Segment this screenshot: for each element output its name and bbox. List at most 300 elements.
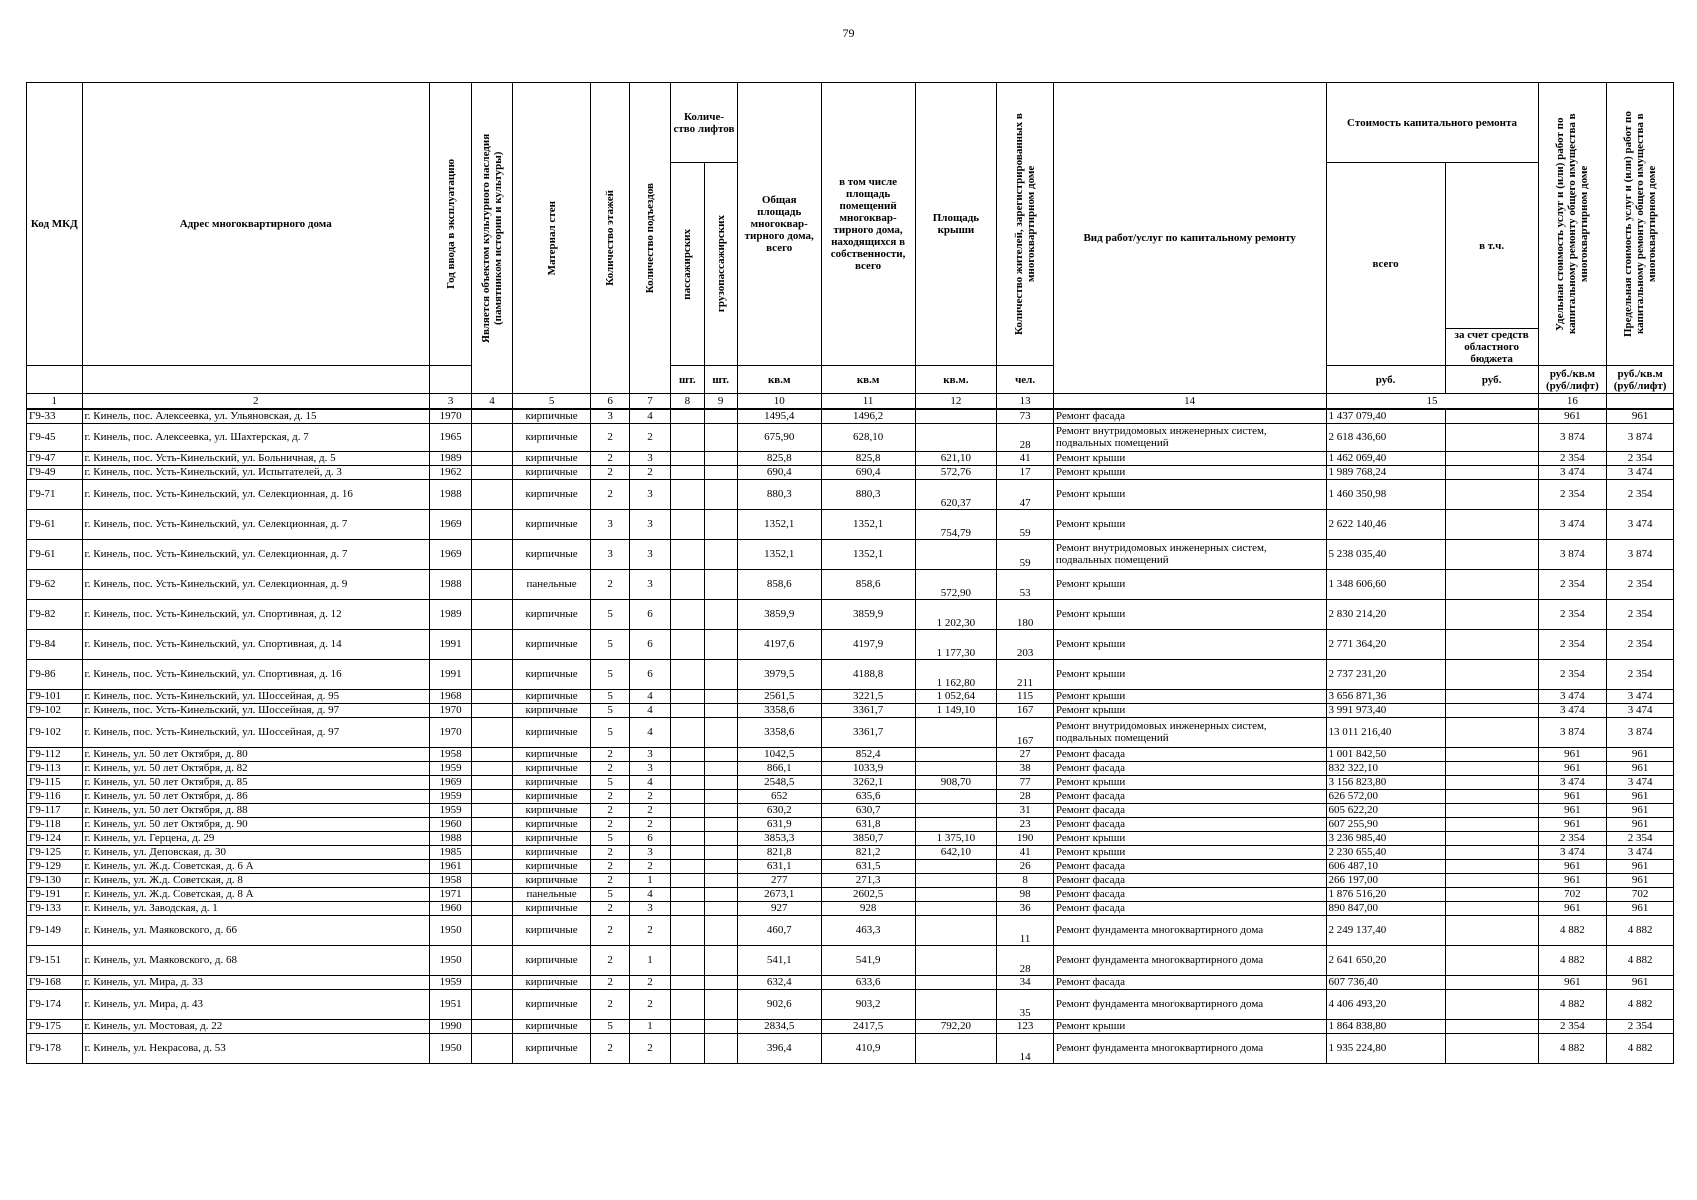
table-row xyxy=(27,659,1674,689)
cell-address: г. Кинель, пос. Алексеевка, ул. Шахтерская, д. 7 xyxy=(82,423,429,451)
table-row xyxy=(27,703,1674,717)
header-unit-cost: Удельная стоимость услуг и (или) работ по капитальному ремонту общего имущества в многоквартирном доме xyxy=(1538,83,1607,366)
cell-regional xyxy=(1445,817,1538,831)
cell-lift_f xyxy=(704,747,737,761)
table-row xyxy=(27,423,1674,451)
cell-regional xyxy=(1445,945,1538,975)
cell-unit: 961 xyxy=(1538,975,1607,989)
cell-work: Ремонт внутридомовых инженерных систем, подвальных помещений xyxy=(1053,717,1326,747)
cell-code: Г9-191 xyxy=(27,887,83,901)
cell-lift_p xyxy=(671,831,704,845)
cell-cost: 266 197,00 xyxy=(1326,873,1445,887)
cell-lift_p xyxy=(671,659,704,689)
cell-wall: кирпичные xyxy=(512,775,591,789)
cell-unit: 961 xyxy=(1538,873,1607,887)
cell-regional xyxy=(1445,775,1538,789)
cell-wall: кирпичные xyxy=(512,817,591,831)
cell-residents: 14 xyxy=(997,1033,1054,1063)
cell-max: 2 354 xyxy=(1607,659,1674,689)
cell-floors: 5 xyxy=(591,887,629,901)
cell-address: г. Кинель, ул. Мира, д. 33 xyxy=(82,975,429,989)
cell-cost: 1 437 079,40 xyxy=(1326,409,1445,423)
cell-max: 2 354 xyxy=(1607,831,1674,845)
cell-year: 1991 xyxy=(429,659,471,689)
cell-total: 880,3 xyxy=(737,479,821,509)
cell-residents: 167 xyxy=(997,717,1054,747)
cell-address: г. Кинель, ул. Ж.д. Советская, д. 8 А xyxy=(82,887,429,901)
cell-regional xyxy=(1445,975,1538,989)
cell-lift_f xyxy=(704,479,737,509)
cell-floors: 5 xyxy=(591,1019,629,1033)
cell-cost: 2 771 364,20 xyxy=(1326,629,1445,659)
cell-total: 630,2 xyxy=(737,803,821,817)
cell-wall: кирпичные xyxy=(512,803,591,817)
cell-roof: 792,20 xyxy=(915,1019,997,1033)
cell-roof xyxy=(915,1033,997,1063)
cell-roof: 1 162,80 xyxy=(915,659,997,689)
cell-heritage xyxy=(472,817,512,831)
cell-work: Ремонт крыши xyxy=(1053,451,1326,465)
cell-unit: 3 474 xyxy=(1538,509,1607,539)
table-row xyxy=(27,817,1674,831)
cell-wall: кирпичные xyxy=(512,717,591,747)
header-lifts-freight: грузопассажирских xyxy=(704,163,737,366)
cell-year: 1965 xyxy=(429,423,471,451)
column-number: 7 xyxy=(629,394,670,410)
cell-entrances: 1 xyxy=(629,873,670,887)
cell-wall: кирпичные xyxy=(512,1019,591,1033)
cell-regional xyxy=(1445,1019,1538,1033)
cell-residents: 59 xyxy=(997,509,1054,539)
cell-regional xyxy=(1445,423,1538,451)
table-row xyxy=(27,775,1674,789)
cell-work: Ремонт фасада xyxy=(1053,873,1326,887)
cell-work: Ремонт фундамента многоквартирного дома xyxy=(1053,989,1326,1019)
unit-cost-total: руб. xyxy=(1326,366,1445,394)
cell-regional xyxy=(1445,479,1538,509)
table-row xyxy=(27,989,1674,1019)
header-heritage: Является объектом культурного наследия (памятником истории и культуры) xyxy=(472,83,512,394)
cell-floors: 2 xyxy=(591,873,629,887)
cell-lift_p xyxy=(671,989,704,1019)
cell-heritage xyxy=(472,789,512,803)
cell-total: 396,4 xyxy=(737,1033,821,1063)
cell-wall: кирпичные xyxy=(512,747,591,761)
cell-heritage xyxy=(472,975,512,989)
cell-max: 961 xyxy=(1607,789,1674,803)
cell-entrances: 4 xyxy=(629,409,670,423)
cell-work: Ремонт фасада xyxy=(1053,975,1326,989)
table-row xyxy=(27,803,1674,817)
unit-lifts-pass: шт. xyxy=(671,366,704,394)
cell-cost: 605 622,20 xyxy=(1326,803,1445,817)
cell-address: г. Кинель, пос. Усть-Кинельский, ул. Селекционная, д. 16 xyxy=(82,479,429,509)
cell-regional xyxy=(1445,409,1538,423)
cell-floors: 2 xyxy=(591,1033,629,1063)
cell-work: Ремонт крыши xyxy=(1053,845,1326,859)
cell-year: 1968 xyxy=(429,689,471,703)
cell-lift_f xyxy=(704,803,737,817)
cell-entrances: 2 xyxy=(629,423,670,451)
cell-regional xyxy=(1445,831,1538,845)
cell-roof: 908,70 xyxy=(915,775,997,789)
cell-code: Г9-102 xyxy=(27,703,83,717)
cell-wall: панельные xyxy=(512,569,591,599)
cell-owned: 410,9 xyxy=(821,1033,915,1063)
cell-unit: 3 474 xyxy=(1538,775,1607,789)
cell-work: Ремонт крыши xyxy=(1053,703,1326,717)
cell-year: 1969 xyxy=(429,539,471,569)
cell-wall: кирпичные xyxy=(512,945,591,975)
cell-work: Ремонт фасада xyxy=(1053,409,1326,423)
cell-unit: 2 354 xyxy=(1538,599,1607,629)
cell-lift_f xyxy=(704,775,737,789)
cell-lift_f xyxy=(704,901,737,915)
cell-work: Ремонт крыши xyxy=(1053,831,1326,845)
cell-wall: панельные xyxy=(512,887,591,901)
column-number: 10 xyxy=(737,394,821,410)
cell-heritage xyxy=(472,451,512,465)
cell-roof xyxy=(915,915,997,945)
cell-total: 825,8 xyxy=(737,451,821,465)
cell-entrances: 4 xyxy=(629,703,670,717)
cell-heritage xyxy=(472,479,512,509)
header-owned-area: в том числе площадь помещений многоквар-тирного дома, находящихся в собственности, всего xyxy=(821,83,915,366)
cell-work: Ремонт крыши xyxy=(1053,509,1326,539)
cell-heritage xyxy=(472,1019,512,1033)
cell-lift_p xyxy=(671,789,704,803)
cell-heritage xyxy=(472,409,512,423)
table-row xyxy=(27,747,1674,761)
cell-address: г. Кинель, ул. 50 лет Октября, д. 88 xyxy=(82,803,429,817)
cell-lift_p xyxy=(671,409,704,423)
cell-code: Г9-33 xyxy=(27,409,83,423)
header-cost-group: Стоимость капитального ремонта xyxy=(1326,83,1538,163)
cell-code: Г9-151 xyxy=(27,945,83,975)
cell-max: 4 882 xyxy=(1607,945,1674,975)
cell-owned: 1352,1 xyxy=(821,509,915,539)
cell-address: г. Кинель, пос. Усть-Кинельский, ул. Селекционная, д. 9 xyxy=(82,569,429,599)
cell-lift_p xyxy=(671,887,704,901)
cell-heritage xyxy=(472,509,512,539)
cell-heritage xyxy=(472,873,512,887)
cell-cost: 13 011 216,40 xyxy=(1326,717,1445,747)
cell-roof: 621,10 xyxy=(915,451,997,465)
cell-roof xyxy=(915,817,997,831)
cell-heritage xyxy=(472,659,512,689)
cell-year: 1985 xyxy=(429,845,471,859)
cell-unit: 4 882 xyxy=(1538,915,1607,945)
cell-year: 1959 xyxy=(429,803,471,817)
cell-cost: 1 864 838,80 xyxy=(1326,1019,1445,1033)
cell-total: 632,4 xyxy=(737,975,821,989)
cell-lift_f xyxy=(704,887,737,901)
cell-address: г. Кинель, ул. 50 лет Октября, д. 86 xyxy=(82,789,429,803)
column-number: 6 xyxy=(591,394,629,410)
cell-roof xyxy=(915,873,997,887)
cell-residents: 77 xyxy=(997,775,1054,789)
cell-regional xyxy=(1445,703,1538,717)
cell-unit: 2 354 xyxy=(1538,831,1607,845)
cell-work: Ремонт фундамента многоквартирного дома xyxy=(1053,945,1326,975)
cell-total: 3853,3 xyxy=(737,831,821,845)
cell-regional xyxy=(1445,569,1538,599)
cell-floors: 2 xyxy=(591,859,629,873)
cell-owned: 928 xyxy=(821,901,915,915)
cell-lift_f xyxy=(704,629,737,659)
cell-cost: 3 656 871,36 xyxy=(1326,689,1445,703)
cell-address: г. Кинель, ул. Мира, д. 43 xyxy=(82,989,429,1019)
cell-floors: 2 xyxy=(591,901,629,915)
column-number: 13 xyxy=(997,394,1054,410)
cell-total: 460,7 xyxy=(737,915,821,945)
cell-work: Ремонт крыши xyxy=(1053,775,1326,789)
table-row xyxy=(27,509,1674,539)
cell-lift_f xyxy=(704,989,737,1019)
column-number: 15 xyxy=(1326,394,1538,410)
table-row xyxy=(27,479,1674,509)
table-row xyxy=(27,975,1674,989)
cell-total: 1352,1 xyxy=(737,509,821,539)
cell-wall: кирпичные xyxy=(512,629,591,659)
cell-owned: 3361,7 xyxy=(821,703,915,717)
header-max-cost: Предельная стоимость услуг и (или) работ по капитальному ремонту общего имущества в многоквартирном доме xyxy=(1607,83,1674,366)
header-code: Код МКД xyxy=(27,83,83,366)
cell-lift_f xyxy=(704,859,737,873)
cell-lift_f xyxy=(704,451,737,465)
cell-wall: кирпичные xyxy=(512,599,591,629)
cell-wall: кирпичные xyxy=(512,423,591,451)
cell-year: 1971 xyxy=(429,887,471,901)
cell-floors: 2 xyxy=(591,915,629,945)
cell-total: 675,90 xyxy=(737,423,821,451)
cell-cost: 607 255,90 xyxy=(1326,817,1445,831)
cell-regional xyxy=(1445,465,1538,479)
table-row xyxy=(27,1019,1674,1033)
cell-code: Г9-84 xyxy=(27,629,83,659)
cell-unit: 961 xyxy=(1538,901,1607,915)
cell-entrances: 4 xyxy=(629,775,670,789)
cell-lift_f xyxy=(704,599,737,629)
column-number: 4 xyxy=(472,394,512,410)
cell-roof: 1 202,30 xyxy=(915,599,997,629)
cell-roof: 572,90 xyxy=(915,569,997,599)
cell-floors: 3 xyxy=(591,539,629,569)
cell-max: 3 474 xyxy=(1607,703,1674,717)
cell-lift_p xyxy=(671,629,704,659)
cell-entrances: 2 xyxy=(629,989,670,1019)
cell-unit: 2 354 xyxy=(1538,569,1607,599)
cell-total: 858,6 xyxy=(737,569,821,599)
cell-residents: 123 xyxy=(997,1019,1054,1033)
cell-lift_p xyxy=(671,509,704,539)
header-cost-total: всего xyxy=(1326,163,1445,366)
cell-cost: 1 876 516,20 xyxy=(1326,887,1445,901)
cell-regional xyxy=(1445,747,1538,761)
cell-owned: 1033,9 xyxy=(821,761,915,775)
cell-cost: 1 989 768,24 xyxy=(1326,465,1445,479)
cell-unit: 3 874 xyxy=(1538,717,1607,747)
cell-entrances: 3 xyxy=(629,479,670,509)
cell-roof xyxy=(915,539,997,569)
unit-owned-area: кв.м xyxy=(821,366,915,394)
cell-residents: 35 xyxy=(997,989,1054,1019)
page-number: 79 xyxy=(842,26,855,40)
cell-residents: 28 xyxy=(997,423,1054,451)
table-row xyxy=(27,873,1674,887)
cell-code: Г9-129 xyxy=(27,859,83,873)
column-number: 5 xyxy=(512,394,591,410)
cell-total: 652 xyxy=(737,789,821,803)
cell-cost: 4 406 493,20 xyxy=(1326,989,1445,1019)
cell-lift_p xyxy=(671,451,704,465)
cell-unit: 702 xyxy=(1538,887,1607,901)
table-row xyxy=(27,845,1674,859)
cell-residents: 26 xyxy=(997,859,1054,873)
cell-work: Ремонт крыши xyxy=(1053,659,1326,689)
table-row xyxy=(27,689,1674,703)
cell-owned: 690,4 xyxy=(821,465,915,479)
cell-floors: 2 xyxy=(591,989,629,1019)
cell-wall: кирпичные xyxy=(512,859,591,873)
cell-roof xyxy=(915,859,997,873)
cell-heritage xyxy=(472,599,512,629)
cell-code: Г9-175 xyxy=(27,1019,83,1033)
cell-unit: 3 474 xyxy=(1538,845,1607,859)
table-row xyxy=(27,569,1674,599)
cell-cost: 890 847,00 xyxy=(1326,901,1445,915)
cell-owned: 903,2 xyxy=(821,989,915,1019)
cell-total: 2834,5 xyxy=(737,1019,821,1033)
cell-roof xyxy=(915,901,997,915)
cell-roof: 1 149,10 xyxy=(915,703,997,717)
cell-residents: 98 xyxy=(997,887,1054,901)
cell-total: 690,4 xyxy=(737,465,821,479)
cell-heritage xyxy=(472,887,512,901)
cell-code: Г9-118 xyxy=(27,817,83,831)
cell-cost: 607 736,40 xyxy=(1326,975,1445,989)
cell-max: 961 xyxy=(1607,975,1674,989)
cell-work: Ремонт крыши xyxy=(1053,569,1326,599)
cell-code: Г9-174 xyxy=(27,989,83,1019)
cell-lift_p xyxy=(671,915,704,945)
cell-work: Ремонт фасада xyxy=(1053,859,1326,873)
cell-entrances: 3 xyxy=(629,747,670,761)
cell-heritage xyxy=(472,901,512,915)
table-row xyxy=(27,859,1674,873)
cell-year: 1951 xyxy=(429,989,471,1019)
cell-floors: 2 xyxy=(591,761,629,775)
cell-lift_p xyxy=(671,859,704,873)
cell-cost: 606 487,10 xyxy=(1326,859,1445,873)
cell-code: Г9-149 xyxy=(27,915,83,945)
cell-floors: 2 xyxy=(591,747,629,761)
cell-total: 2548,5 xyxy=(737,775,821,789)
cell-lift_f xyxy=(704,465,737,479)
cell-residents: 203 xyxy=(997,629,1054,659)
cell-regional xyxy=(1445,717,1538,747)
cell-heritage xyxy=(472,747,512,761)
cell-work: Ремонт фасада xyxy=(1053,901,1326,915)
cell-entrances: 3 xyxy=(629,539,670,569)
cell-heritage xyxy=(472,423,512,451)
cell-total: 866,1 xyxy=(737,761,821,775)
cell-code: Г9-47 xyxy=(27,451,83,465)
cell-residents: 28 xyxy=(997,945,1054,975)
cell-address: г. Кинель, ул. Ж.д. Советская, д. 6 А xyxy=(82,859,429,873)
cell-unit: 961 xyxy=(1538,761,1607,775)
cell-unit: 2 354 xyxy=(1538,1019,1607,1033)
cell-lift_f xyxy=(704,761,737,775)
cell-residents: 11 xyxy=(997,915,1054,945)
cell-code: Г9-113 xyxy=(27,761,83,775)
cell-heritage xyxy=(472,989,512,1019)
header-work-type: Вид работ/услуг по капитальному ремонту xyxy=(1053,83,1326,394)
cell-wall: кирпичные xyxy=(512,975,591,989)
cell-residents: 115 xyxy=(997,689,1054,703)
column-number: 11 xyxy=(821,394,915,410)
cell-regional xyxy=(1445,761,1538,775)
cell-unit: 2 354 xyxy=(1538,479,1607,509)
cell-owned: 463,3 xyxy=(821,915,915,945)
cell-cost: 2 830 214,20 xyxy=(1326,599,1445,629)
cell-max: 3 474 xyxy=(1607,689,1674,703)
cell-floors: 5 xyxy=(591,703,629,717)
cell-code: Г9-45 xyxy=(27,423,83,451)
cell-floors: 2 xyxy=(591,451,629,465)
cell-work: Ремонт крыши xyxy=(1053,689,1326,703)
cell-entrances: 4 xyxy=(629,887,670,901)
cell-address: г. Кинель, пос. Усть-Кинельский, ул. Селекционная, д. 7 xyxy=(82,539,429,569)
table-row xyxy=(27,717,1674,747)
cell-lift_f xyxy=(704,509,737,539)
cell-roof: 1 375,10 xyxy=(915,831,997,845)
cell-lift_f xyxy=(704,873,737,887)
cell-regional xyxy=(1445,539,1538,569)
cell-heritage xyxy=(472,761,512,775)
cell-code: Г9-130 xyxy=(27,873,83,887)
column-number: 9 xyxy=(704,394,737,410)
cell-lift_f xyxy=(704,1033,737,1063)
cell-lift_f xyxy=(704,817,737,831)
cell-cost: 1 462 069,40 xyxy=(1326,451,1445,465)
cell-year: 1988 xyxy=(429,569,471,599)
table-row xyxy=(27,451,1674,465)
cell-address: г. Кинель, ул. Герцена, д. 29 xyxy=(82,831,429,845)
unit-address xyxy=(82,366,429,394)
cell-unit: 961 xyxy=(1538,803,1607,817)
cell-unit: 961 xyxy=(1538,409,1607,423)
cell-wall: кирпичные xyxy=(512,915,591,945)
cell-work: Ремонт фасада xyxy=(1053,803,1326,817)
unit-roof-area: кв.м. xyxy=(915,366,997,394)
cell-work: Ремонт фасада xyxy=(1053,789,1326,803)
cell-max: 4 882 xyxy=(1607,915,1674,945)
cell-unit: 4 882 xyxy=(1538,989,1607,1019)
cell-floors: 5 xyxy=(591,659,629,689)
unit-total-area: кв.м xyxy=(737,366,821,394)
cell-entrances: 6 xyxy=(629,831,670,845)
cell-regional xyxy=(1445,873,1538,887)
column-number: 12 xyxy=(915,394,997,410)
cell-unit: 3 474 xyxy=(1538,703,1607,717)
cell-max: 961 xyxy=(1607,803,1674,817)
cell-work: Ремонт фасада xyxy=(1053,817,1326,831)
cell-unit: 961 xyxy=(1538,859,1607,873)
cell-heritage xyxy=(472,831,512,845)
cell-roof xyxy=(915,717,997,747)
cell-lift_p xyxy=(671,803,704,817)
